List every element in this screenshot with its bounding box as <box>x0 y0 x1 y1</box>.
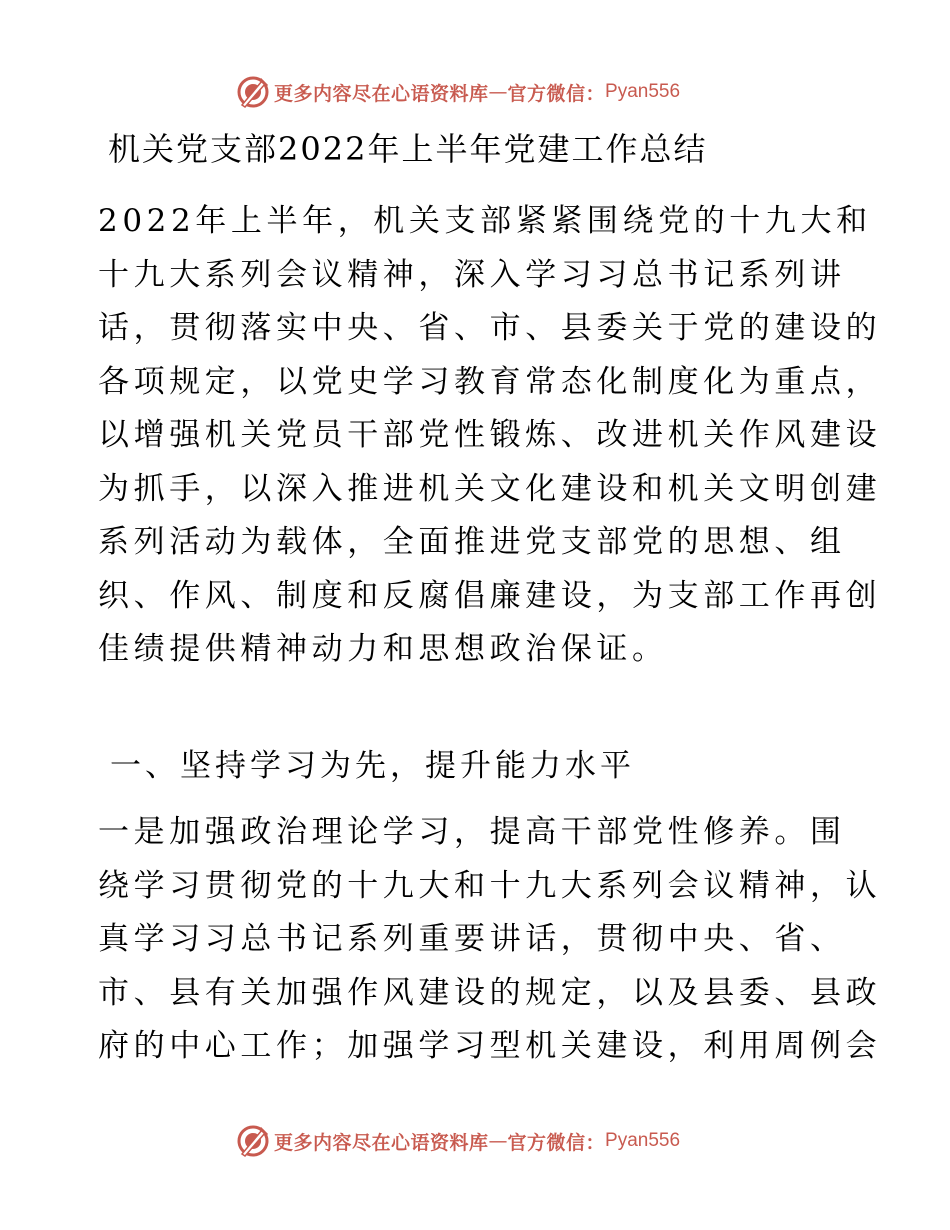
text-line: 以增强机关党员干部党性锻炼、改进机关作风建设 <box>98 417 882 453</box>
text-line: 织、作风、制度和反腐倡廉建设，为支部工作再创 <box>98 577 882 614</box>
watermark-id: Pyan556 <box>605 1130 681 1151</box>
section1-paragraph <box>98 806 882 1074</box>
text-line: 绕学习贯彻党的十九大和十九大系列会议精神，认 <box>98 867 882 904</box>
watermark-id: Pyan556 <box>605 81 681 102</box>
watermark-official: 官方微信： <box>507 82 606 105</box>
text-line: 各项规定，以党史学习教育常态化制度化为重点， <box>98 363 882 400</box>
text-line: 府的中心工作；加强学习型机关建设，利用周例会 <box>98 1028 882 1064</box>
text-line: 话，贯彻落实中央、省、市、县委关于党的建设的 <box>98 310 882 346</box>
intro-paragraph <box>98 195 882 677</box>
text-line: 2022年上半年，机关支部紧紧围绕党的十九大和 <box>98 203 872 239</box>
text-line: 为抓手，以深入推进机关文化建设和机关文明创建 <box>98 470 882 507</box>
watermark-separator: — <box>488 1130 508 1152</box>
quill-logo-icon <box>236 75 270 109</box>
quill-logo-icon <box>236 1124 270 1158</box>
text-line: 系列活动为载体，全面推进党支部党的思想、组 <box>98 524 846 560</box>
section-heading: 一、坚持学习为先，提升能力水平 <box>110 748 635 784</box>
watermark-text: 更多内容尽在心语资料库 <box>274 82 489 105</box>
watermark-separator: — <box>488 81 508 103</box>
text-line: 十九大系列会议精神，深入学习习总书记系列讲 <box>98 256 846 293</box>
text-line: 佳绩提供精神动力和思想政治保证。 <box>98 631 668 667</box>
watermark-header <box>236 72 680 112</box>
watermark-footer <box>236 1121 680 1161</box>
watermark-text: 更多内容尽在心语资料库 <box>274 1131 489 1154</box>
text-line: 市、县有关加强作风建设的规定，以及县委、县政 <box>98 974 882 1011</box>
text-line: 一是加强政治理论学习，提高干部党性修养。围 <box>98 814 846 850</box>
document-title: 机关党支部2022年上半年党建工作总结 <box>108 130 708 168</box>
watermark-official: 官方微信： <box>507 1131 606 1154</box>
text-line: 真学习习总书记系列重要讲话，贯彻中央、省、 <box>98 921 846 957</box>
